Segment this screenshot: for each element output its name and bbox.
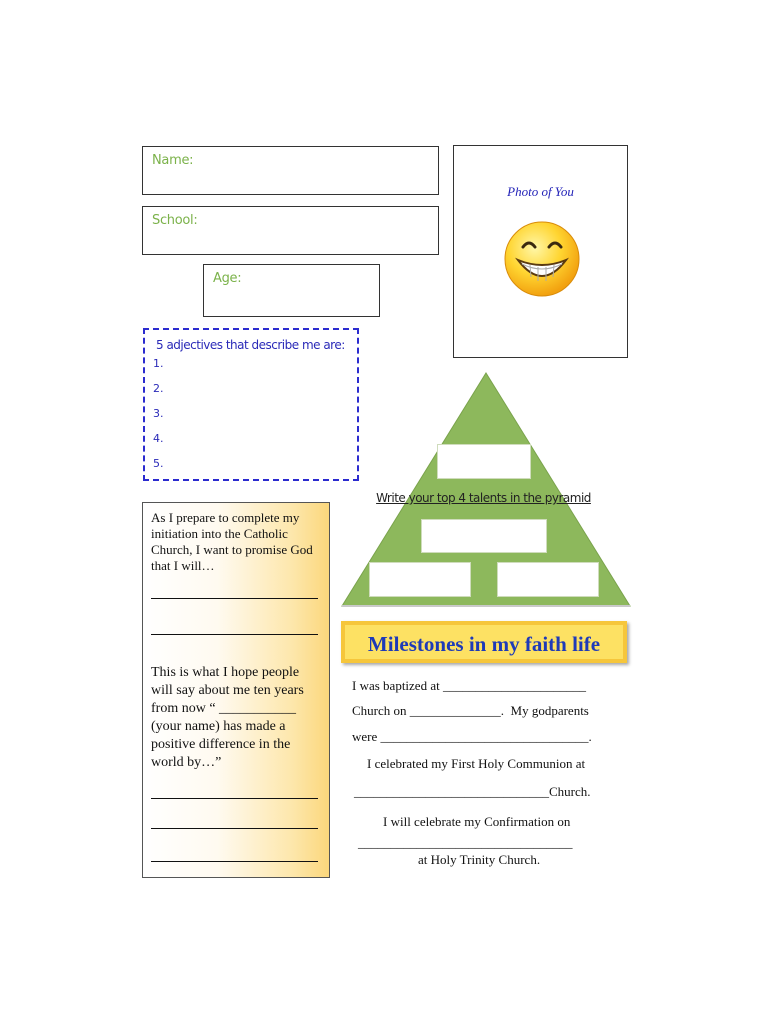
photo-label: Photo of You <box>507 184 574 199</box>
hope-text: This is what I hope people will say about me ten years from now “ ___________ (your name) has made a positive difference in the world by…” <box>151 665 304 770</box>
adjectives-box <box>143 328 359 481</box>
talent-box-4[interactable] <box>497 562 599 597</box>
milestone-line-2[interactable]: Church on ______________. My godparents <box>352 703 589 718</box>
adjective-item-2[interactable]: 2. <box>153 382 164 395</box>
age-label: Age: <box>213 271 242 286</box>
milestone-line-7[interactable]: _________________________________ <box>358 835 573 850</box>
promise-box <box>142 502 330 878</box>
answer-line[interactable] <box>151 798 318 799</box>
adjective-item-4[interactable]: 4. <box>153 432 164 445</box>
age-field[interactable] <box>203 264 380 317</box>
adjective-item-1[interactable]: 1. <box>153 357 164 370</box>
smiley-face-icon <box>503 220 581 298</box>
milestone-line-6: I will celebrate my Confirmation on <box>383 814 571 829</box>
milestone-line-1[interactable]: I was baptized at ______________________ <box>352 678 586 693</box>
pyramid-caption: Write your top 4 talents in the pyramid <box>376 491 591 505</box>
answer-line[interactable] <box>151 634 318 635</box>
adjective-item-5[interactable]: 5. <box>153 457 164 470</box>
talent-box-2[interactable] <box>421 519 547 553</box>
answer-line[interactable] <box>151 861 318 862</box>
milestone-line-8: at Holy Trinity Church. <box>418 852 541 867</box>
school-field[interactable] <box>142 206 439 255</box>
answer-line[interactable] <box>151 828 318 829</box>
talent-box-3[interactable] <box>369 562 471 597</box>
milestone-line-3[interactable]: were ________________________________. <box>352 729 592 744</box>
adjective-item-3[interactable]: 3. <box>153 407 164 420</box>
milestones-banner <box>341 621 627 663</box>
photo-box[interactable] <box>453 145 628 358</box>
milestone-line-5[interactable]: ______________________________Church. <box>354 784 591 799</box>
adjectives-title: 5 adjectives that describe me are: <box>156 338 345 352</box>
promise-text: As I prepare to complete my initiation into the Catholic Church, I want to promise God that I will… <box>151 510 313 573</box>
milestone-line-4: I celebrated my First Holy Communion at <box>367 756 586 771</box>
school-label: School: <box>152 213 198 228</box>
name-field[interactable] <box>142 146 439 195</box>
name-label: Name: <box>152 153 194 168</box>
talent-box-1[interactable] <box>437 444 531 479</box>
answer-line[interactable] <box>151 598 318 599</box>
milestones-title: Milestones in my faith life <box>367 632 601 656</box>
